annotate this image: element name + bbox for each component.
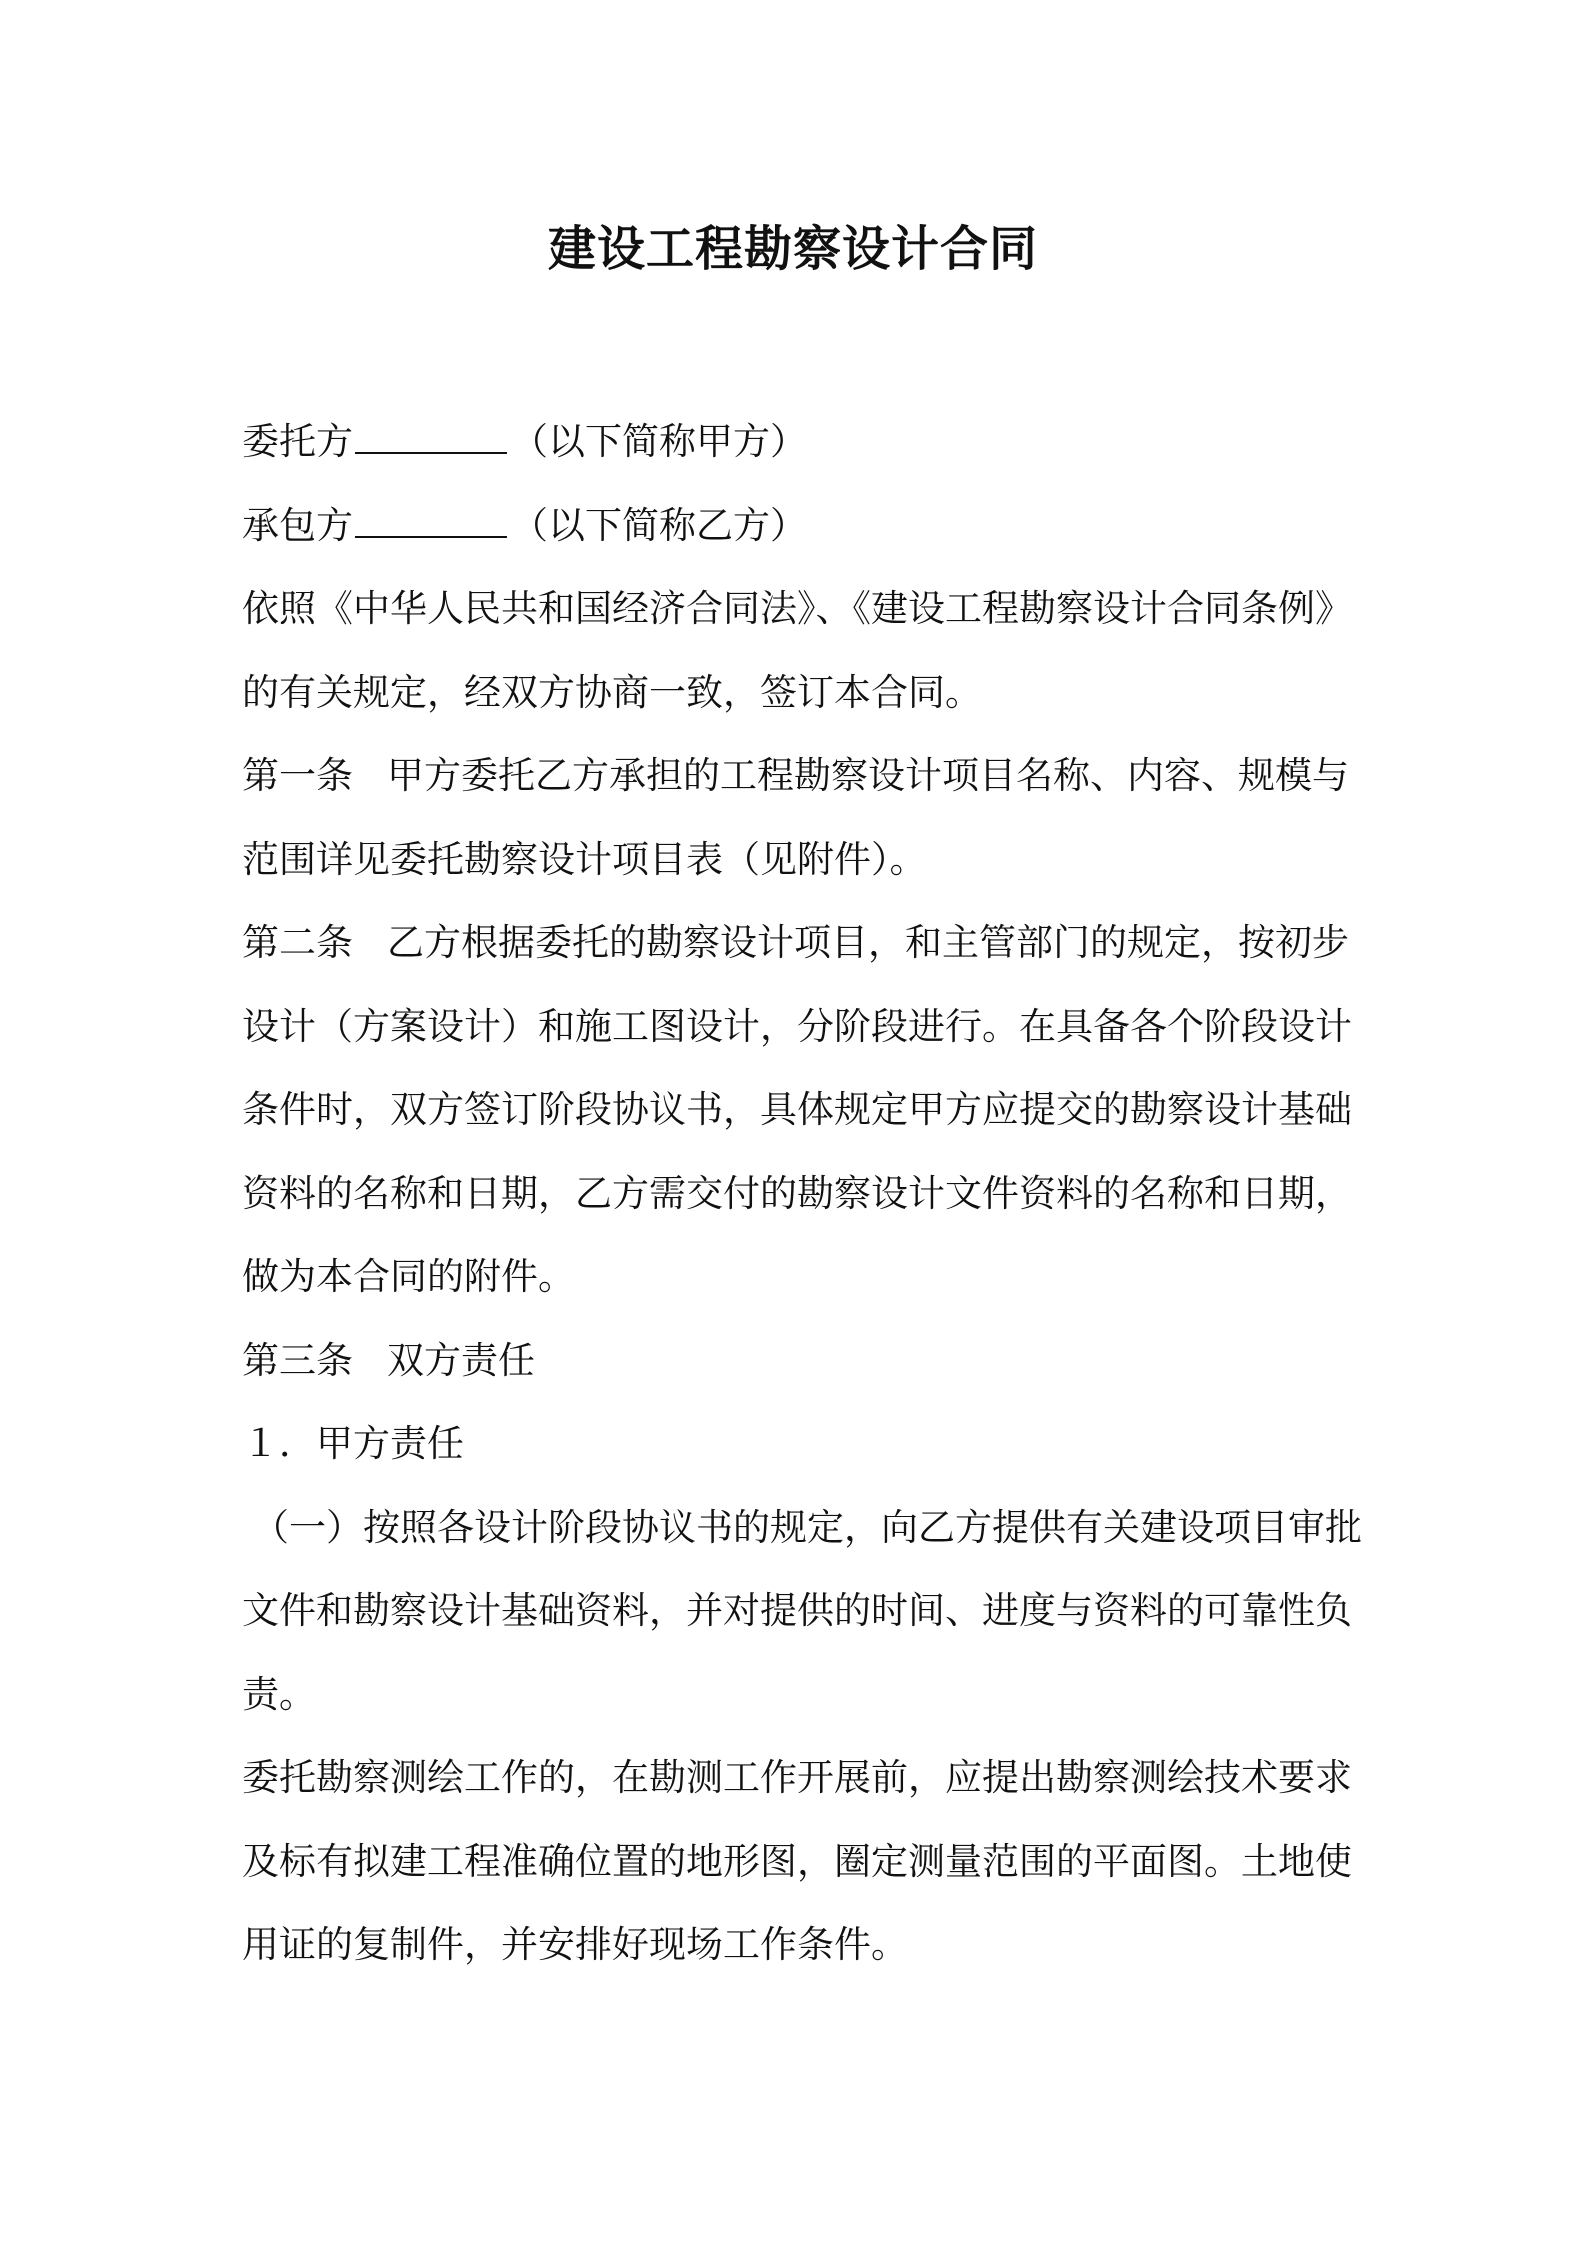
article-3-label: 第三条 [242,1338,353,1382]
preamble-line: 依照《中华人民共和国经济合同法》、《建设工程勘察设计合同条例》 [242,587,1352,630]
article-3-line [242,1319,1350,1403]
client-abbreviation: （以下简称甲方） [511,420,807,463]
client-line [242,400,1350,484]
preamble-line: 的有关规定，经双方协商一致，签订本合同。 [242,670,982,714]
article-1-label: 第一条 [242,754,353,797]
article-2-text: 乙方根据委托的勘察设计项目，和主管部门的规定，按初步 [387,921,1349,964]
survey-line: 用证的复制件，并安排好现场工作条件。 [242,1923,908,1966]
item-1-line: （一）按照各设计阶段协议书的规定，向乙方提供有关建设项目审批 [252,1505,1362,1549]
item-1-line: 文件和勘察设计基础资料，并对提供的时间、进度与资料的可靠性负 [242,1589,1352,1632]
article-2-label: 第二条 [242,921,353,964]
survey-line: 委托勘察测绘工作的，在勘测工作开展前，应提出勘察测绘技术要求 [242,1756,1352,1799]
article-2-line: 条件时，双方签订阶段协议书，具体规定甲方应提交的勘察设计基础 [242,1088,1352,1131]
article-2-line: 做为本合同的附件。 [242,1255,575,1298]
article-3-heading: 双方责任 [387,1338,535,1382]
article-1-text: 甲方委托乙方承担的工程勘察设计项目名称、内容、规模与 [387,754,1349,797]
survey-line: 及标有拟建工程准确位置的地形图，圈定测量范围的平面图。土地使 [242,1839,1352,1883]
article-2-line [242,901,1350,985]
item-1-line: 责。 [242,1672,316,1716]
document-body [242,400,1362,1987]
document-title: 建设工程勘察设计合同 [547,221,1038,277]
client-name-blank [355,418,507,454]
article-1-line: 范围详见委托勘察设计项目表（见附件）。 [242,837,927,881]
client-label: 委托方 [242,420,353,463]
contractor-abbreviation: （以下简称乙方） [511,503,807,547]
contractor-name-blank [355,502,507,538]
contractor-label: 承包方 [242,503,353,547]
article-2-line: 设计（方案设计）和施工图设计，分阶段进行。在具备各个阶段设计 [242,1004,1352,1048]
article-2-line: 资料的名称和日期，乙方需交付的勘察设计文件资料的名称和日期， [242,1171,1352,1215]
article-1-line [242,734,1350,818]
section-heading: １．甲方责任 [242,1422,464,1465]
contractor-line [242,484,1350,568]
